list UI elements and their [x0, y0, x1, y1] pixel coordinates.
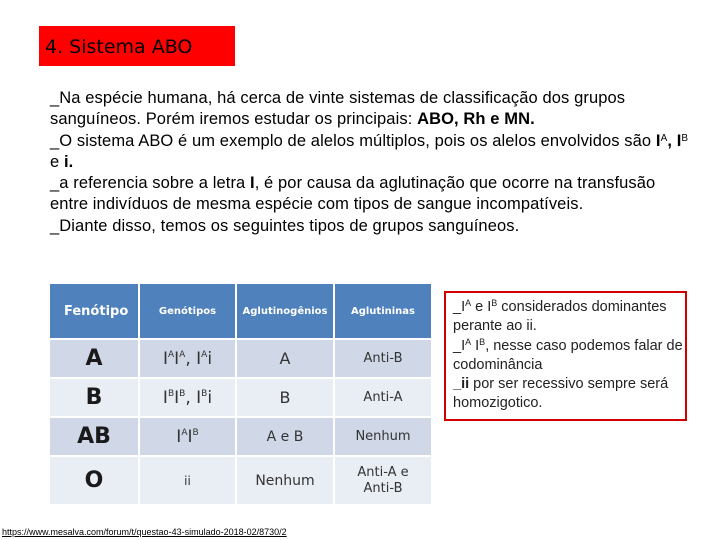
phenotype-cell: AB — [50, 417, 139, 456]
table-row — [50, 378, 431, 417]
note-line-codominance: $\_I^A$ $I^B$, nesse caso podemos falar de codominância — [453, 336, 683, 373]
paragraph-intro: _Na espécie humana, há cerca de vinte sistemas de classificação dos grupos sanguíneos. Porém iremos estudar os principais: ABO, Rh e MN. — [50, 89, 626, 129]
phenotype-cell: O — [50, 456, 139, 504]
genotype-cell: ii — [139, 456, 236, 504]
agglutinogen-cell: A e B — [236, 417, 334, 456]
phenotype-cell: A — [50, 339, 139, 378]
body-text — [50, 88, 690, 237]
header-genotipos: Genótipos — [139, 284, 236, 339]
header-aglutininas: Aglutininas — [334, 284, 431, 339]
genotype-cell: $I^AI^A$, $I^Ai$ — [139, 339, 236, 378]
header-aglutinogenios: Aglutinogênios — [236, 284, 334, 339]
paragraph-agglutination: _a referencia sobre a letra I, é por causa da aglutinação que ocorre na transfusão entre indivíduos de mesma espécie com tipos de sangue incompatíveis. — [50, 174, 656, 214]
paragraph-alleles: _O sistema ABO é um exemplo de alelos múltiplos, pois os alelos envolvidos são $I^A$, $I^B$ e i. — [50, 131, 689, 171]
agglutinogen-cell: B — [236, 378, 334, 417]
dominance-note — [444, 291, 687, 421]
table-row — [50, 417, 431, 456]
phenotype-cell: B — [50, 378, 139, 417]
blood-group-table — [50, 284, 431, 504]
genotype-cell: $I^BI^B$, $I^Bi$ — [139, 378, 236, 417]
agglutinin-cell: Anti-A e Anti-B — [334, 456, 431, 504]
agglutinogen-cell: A — [236, 339, 334, 378]
agglutinin-cell: Nenhum — [334, 417, 431, 456]
table-row — [50, 339, 431, 378]
note-line-recessive: _ii por ser recessivo sempre será homozigotico. — [453, 376, 669, 412]
genotype-cell: $I^AI^B$ — [139, 417, 236, 456]
header-fenotipo: Fenótipo — [50, 284, 139, 339]
slide-title: 4. Sistema ABO — [39, 26, 235, 66]
source-link[interactable]: https://www.mesalva.com/forum/t/questao-43-simulado-2018-02/8730/2 — [2, 527, 287, 537]
agglutinogen-cell: Nenhum — [236, 456, 334, 504]
agglutinin-cell: Anti-B — [334, 339, 431, 378]
table-row — [50, 456, 431, 504]
agglutinin-cell: Anti-A — [334, 378, 431, 417]
paragraph-groups: _Diante disso, temos os seguintes tipos de grupos sanguíneos. — [50, 216, 520, 235]
note-line-dominance: $\_I^A$ e $I^B$ considerados dominantes perante ao ii. — [453, 298, 667, 335]
